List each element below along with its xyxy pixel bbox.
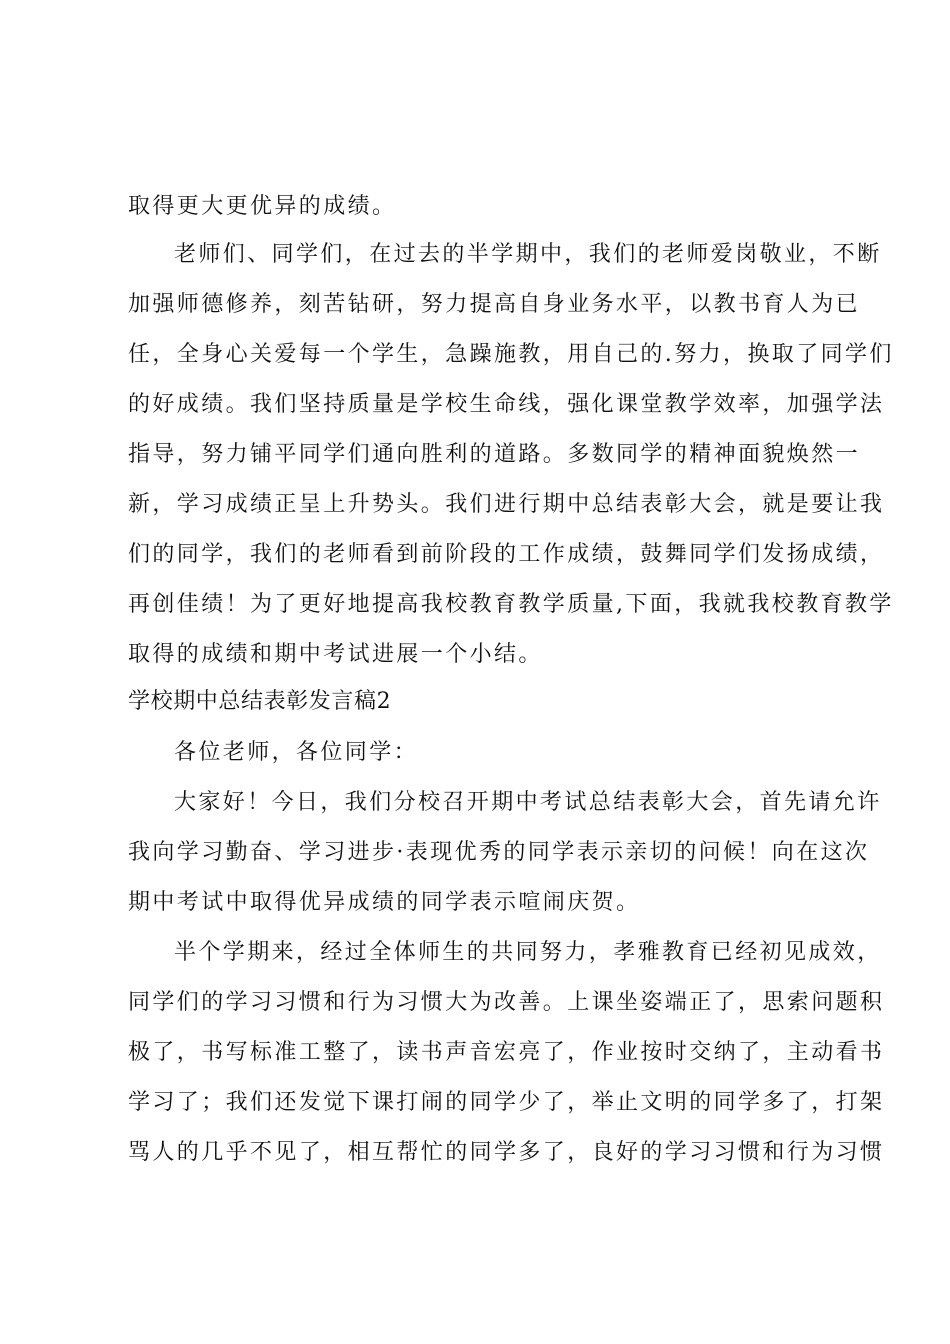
paragraph-line: 再创佳绩！为了更好地提高我校教育教学质量,下面，我就我校教育教学 — [128, 592, 894, 617]
section-heading: 学校期中总结表彰发言稿2 — [128, 689, 392, 714]
paragraph-line: 取得的成绩和期中考试进展一个小结。 — [128, 642, 543, 667]
paragraph-line: 新，学习成绩正呈上升势头。我们进行期中总结表彰大会，就是要让我 — [128, 492, 885, 517]
salutation: 各位老师，各位同学： — [174, 740, 419, 765]
paragraph-line: 加强师德修养，刻苦钻研，努力提高自身业务水平，以教书育人为已 — [128, 292, 861, 317]
paragraph-line: 指导，努力铺平同学们通向胜利的道路。多数同学的精神面貌焕然一 — [128, 442, 861, 467]
paragraph-line: 极了，书写标准工整了，读书声音宏亮了，作业按时交纳了，主动看书 — [128, 1040, 885, 1065]
paragraph-line: 大家好！今日，我们分校召开期中考试总结表彰大会，首先请允许 — [174, 790, 882, 815]
paragraph-line: 期中考试中取得优异成绩的同学表示喧闹庆贺。 — [128, 890, 641, 915]
paragraph-line: 骂人的几乎不见了，相互帮忙的同学多了，良好的学习习惯和行为习惯 — [128, 1140, 885, 1165]
paragraph-line: 取得更大更优异的成绩。 — [128, 194, 397, 219]
paragraph-line: 同学们的学习习惯和行为习惯大为改善。上课坐姿端正了，思索问题积 — [128, 990, 885, 1015]
paragraph-line: 们的同学，我们的老师看到前阶段的工作成绩，鼓舞同学们发扬成绩， — [128, 542, 885, 567]
paragraph-line: 学习了；我们还发觉下课打闹的同学少了，举止文明的同学多了，打架 — [128, 1090, 885, 1115]
paragraph-line: 我向学习勤奋、学习进步·表现优秀的同学表示亲切的问候！向在这次 — [128, 840, 870, 865]
paragraph-line: 半个学期来，经过全体师生的共同努力，孝雅教育已经初见成效， — [174, 940, 882, 965]
paragraph-line: 的好成绩。我们坚持质量是学校生命线，强化课堂教学效率，加强学法 — [128, 392, 885, 417]
paragraph-line: 任，全身心关爱每一个学生，急躁施教，用自己的.努力，换取了同学们 — [128, 342, 894, 367]
paragraph-line: 老师们、同学们，在过去的半学期中，我们的老师爱岗敬业，不断 — [174, 242, 882, 267]
